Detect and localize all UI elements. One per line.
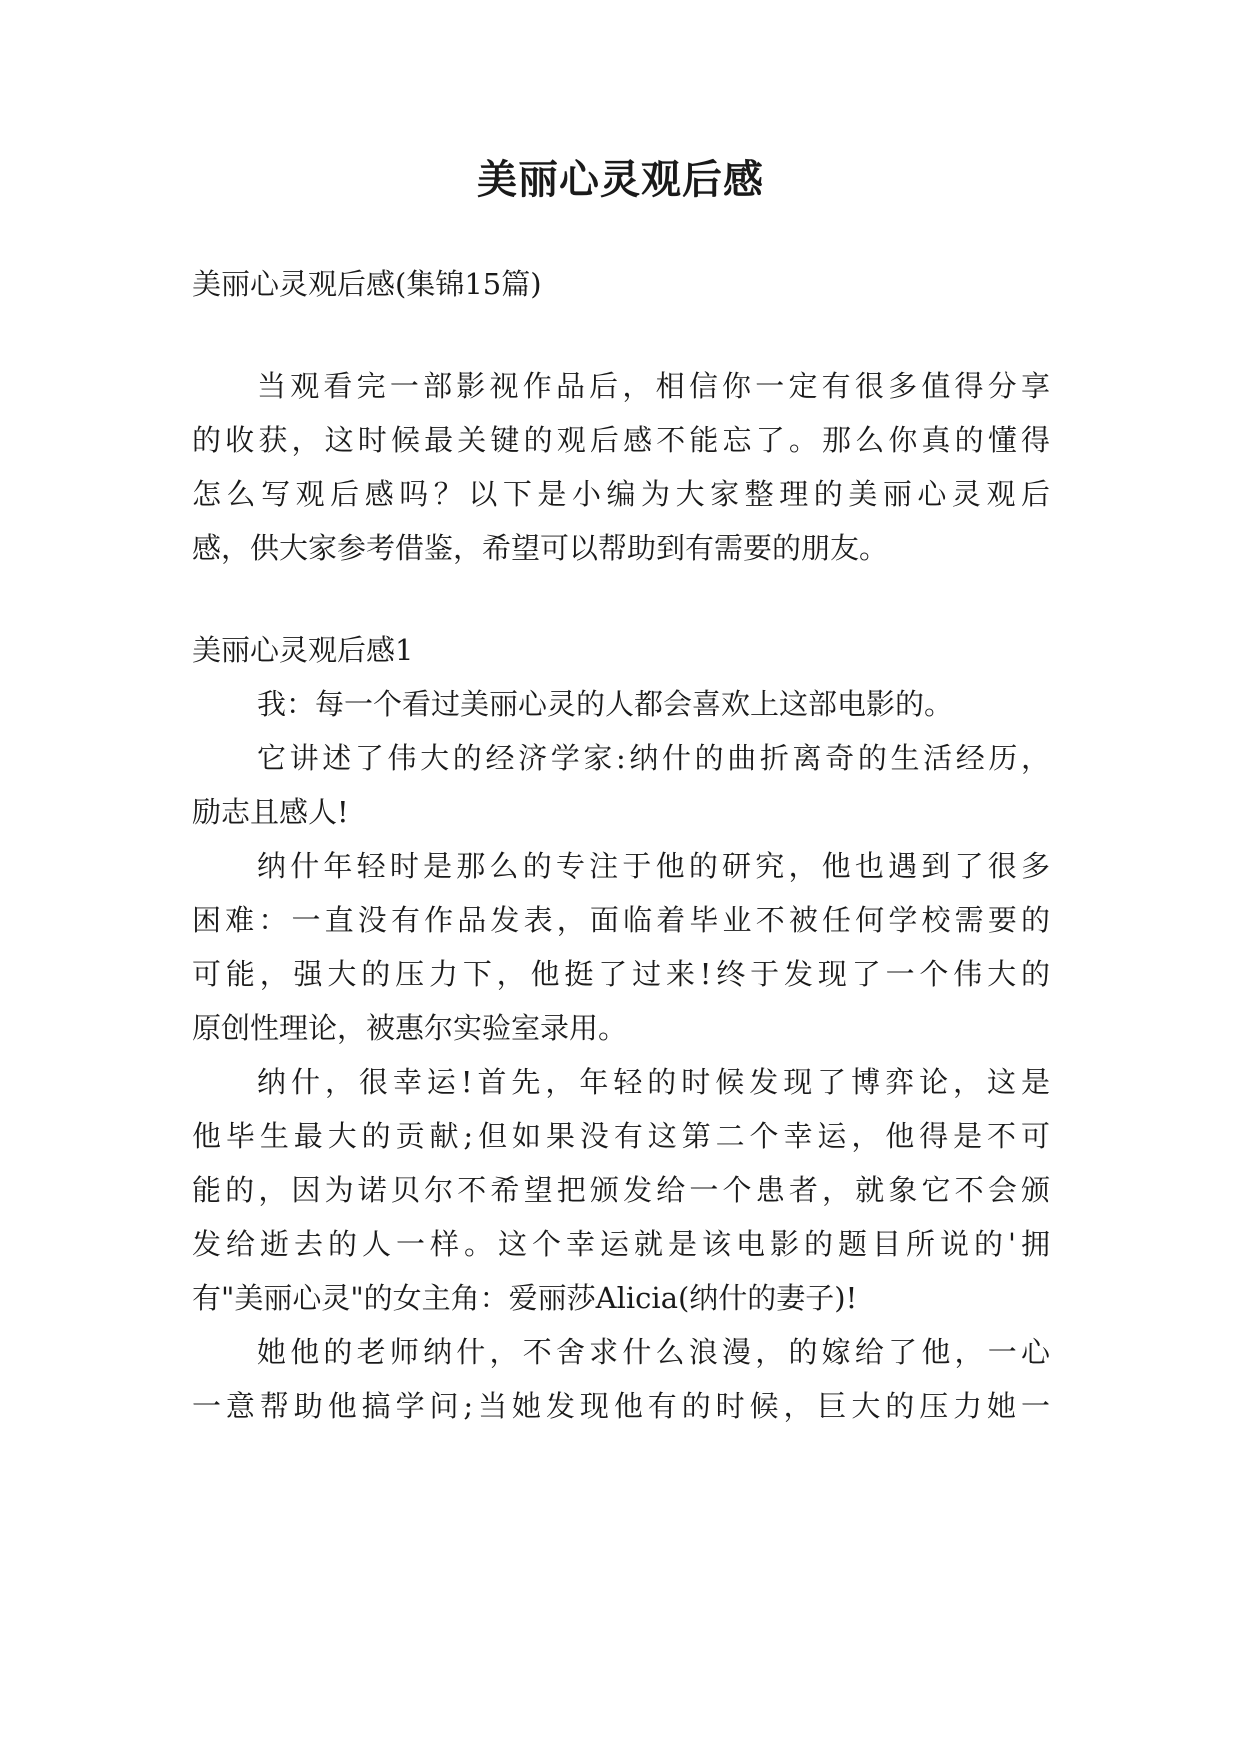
body-line: 纳什年轻时是那么的专注于他的研究，他也遇到了很多 xyxy=(257,849,1050,883)
body-line: 我：每一个看过美丽心灵的人都会喜欢上这部电影的。 xyxy=(257,687,954,721)
body-line: 他毕生最大的贡献;但如果没有这第二个幸运，他得是不可 xyxy=(192,1119,1050,1153)
body-line: 纳什，很幸运!首先，年轻的时候发现了博弈论，这是 xyxy=(257,1065,1050,1099)
body-line: 有"美丽心灵"的女主角：爱丽莎Alicia(纳什的妻子)! xyxy=(192,1281,858,1315)
document-title: 美丽心灵观后感 xyxy=(477,157,764,203)
intro-line: 怎么写观后感吗？以下是小编为大家整理的美丽心灵观后 xyxy=(192,477,1050,511)
intro-line: 感，供大家参考借鉴，希望可以帮助到有需要的朋友。 xyxy=(192,531,889,565)
body-line: 她他的老师纳什，不舍求什么浪漫，的嫁给了他，一心 xyxy=(257,1335,1050,1369)
intro-line: 的收获，这时候最关键的观后感不能忘了。那么你真的懂得 xyxy=(192,423,1050,457)
body-line: 它讲述了伟大的经济学家:纳什的曲折离奇的生活经历， xyxy=(257,741,1050,775)
body-line: 原创性理论，被惠尔实验室录用。 xyxy=(192,1011,628,1045)
body-line: 励志且感人! xyxy=(192,795,349,829)
body-line: 困难：一直没有作品发表，面临着毕业不被任何学校需要的 xyxy=(192,903,1050,937)
intro-line: 当观看完一部影视作品后，相信你一定有很多值得分享 xyxy=(257,369,1050,403)
body-line: 能的，因为诺贝尔不希望把颁发给一个患者，就象它不会颁 xyxy=(192,1173,1050,1207)
body-line: 可能，强大的压力下，他挺了过来!终于发现了一个伟大的 xyxy=(192,957,1050,991)
document-subtitle: 美丽心灵观后感(集锦15篇) xyxy=(192,267,542,301)
section-heading: 美丽心灵观后感1 xyxy=(192,633,414,667)
body-line: 一意帮助他搞学问;当她发现他有的时候，巨大的压力她一 xyxy=(192,1389,1050,1423)
body-line: 发给逝去的人一样。这个幸运就是该电影的题目所说的'拥 xyxy=(192,1227,1050,1261)
